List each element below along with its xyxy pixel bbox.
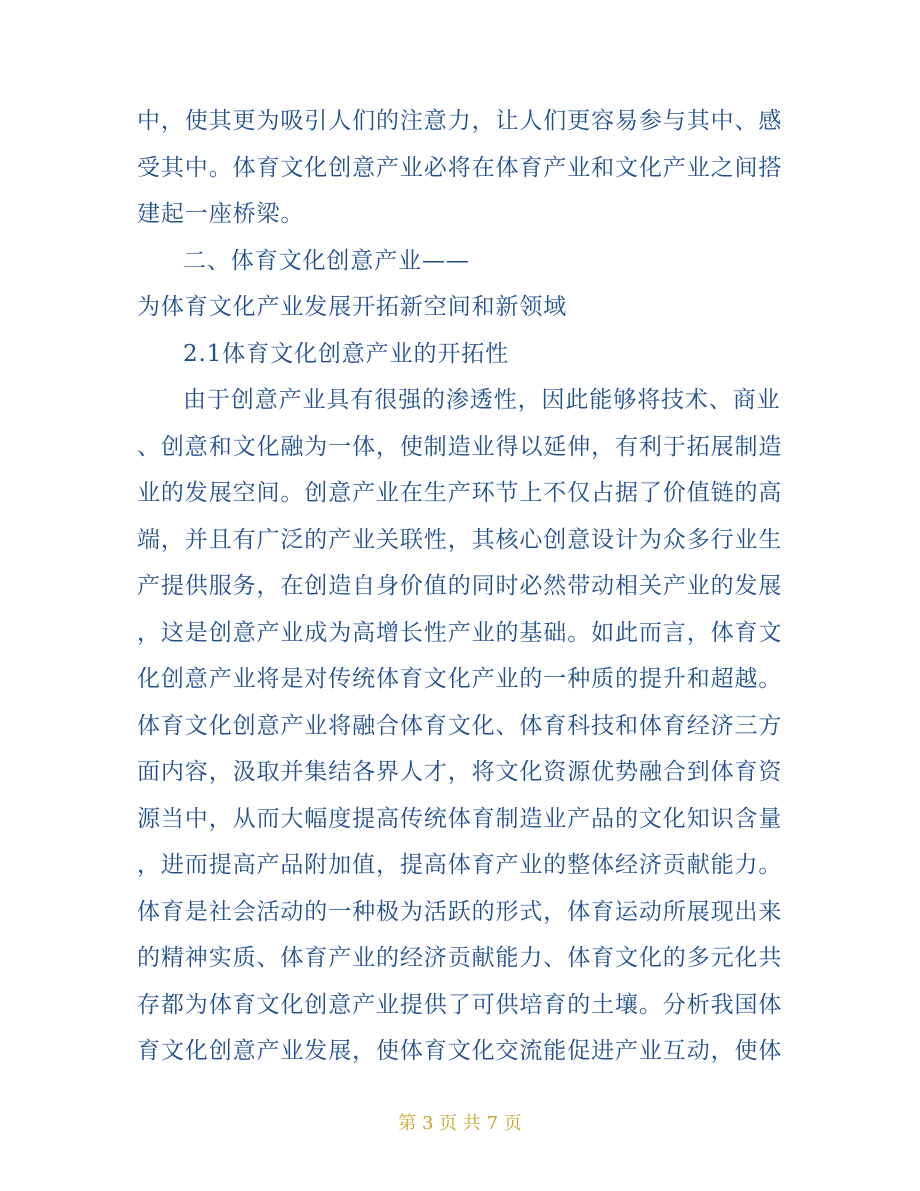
text-line: 源当中，从而大幅度提高传统体育制造业产品的文化知识含量 (137, 805, 783, 832)
text-line: 建起一座桥梁。 (137, 201, 305, 227)
document-body (137, 98, 789, 1075)
text-line: 中，使其更为吸引人们的注意力，让人们更容易参与其中、感 (137, 108, 783, 134)
section-heading-continued: 为体育文化产业发展开拓新空间和新领域 (137, 294, 568, 320)
section-heading: 二、体育文化创意产业—— (183, 247, 470, 274)
subsection-heading: 2.1体育文化创意产业的开拓性 (183, 340, 510, 367)
text-line: 端，并且有广泛的产业关联性，其核心创意设计为众多行业生 (137, 526, 783, 553)
text-line: 、创意和文化融为一体，使制造业得以延伸，有利于拓展制造 (137, 433, 783, 460)
text-line: ，这是创意产业成为高增长性产业的基础。如此而言，体育文 (137, 619, 783, 646)
text-line: 受其中。体育文化创意产业必将在体育产业和文化产业之间搭 (137, 154, 783, 181)
text-line: 业的发展空间。创意产业在生产环节上不仅占据了价值链的高 (137, 480, 783, 506)
text-line: 存都为体育文化创意产业提供了可供培育的土壤。分析我国体 (137, 991, 783, 1018)
text-line: 体育文化创意产业将融合体育文化、体育科技和体育经济三方 (137, 712, 783, 739)
page-number-footer: 第 3 页 共 7 页 (398, 1113, 522, 1134)
text-line: 的精神实质、体育产业的经济贡献能力、体育文化的多元化共 (137, 945, 783, 971)
text-line: ，进而提高产品附加值，提高体育产业的整体经济贡献能力。 (137, 852, 783, 878)
text-line: 化创意产业将是对传统体育文化产业的一种质的提升和超越。 (137, 666, 783, 692)
text-line: 体育是社会活动的一种极为活跃的形式，体育运动所展现出来 (137, 898, 783, 925)
text-line: 育文化创意产业发展，使体育文化交流能促进产业互动，使体 (137, 1038, 783, 1064)
text-line: 面内容，汲取并集结各界人才，将文化资源优势融合到体育资 (137, 759, 783, 785)
text-line: 由于创意产业具有很强的渗透性，因此能够将技术、商业 (183, 387, 781, 413)
text-line: 产提供服务，在创造自身价值的同时必然带动相关产业的发展 (137, 573, 783, 599)
